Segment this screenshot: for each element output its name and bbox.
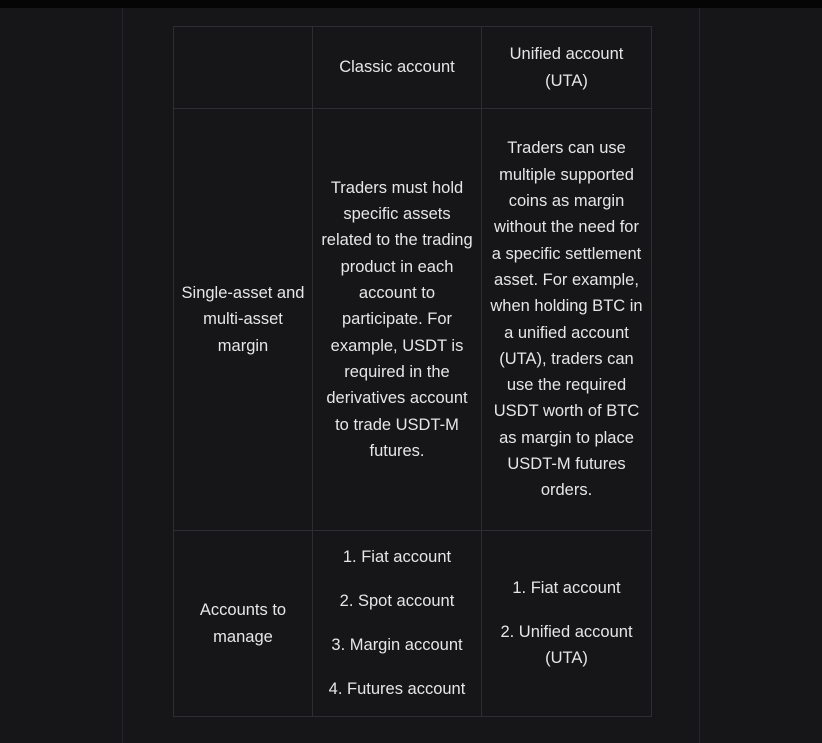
row-label-margin: Single-asset and multi-asset margin bbox=[174, 109, 313, 531]
list-item: 3. Margin account bbox=[331, 636, 463, 655]
table-row bbox=[174, 109, 652, 531]
top-bar bbox=[0, 0, 822, 8]
list-item: 2. Unified account (UTA) bbox=[500, 623, 633, 668]
header-corner-cell bbox=[174, 27, 313, 109]
header-unified-account: Unified account (UTA) bbox=[482, 27, 652, 109]
list-item: 1. Fiat account bbox=[342, 548, 452, 567]
account-comparison-table bbox=[173, 26, 652, 717]
list-item: 1. Fiat account bbox=[512, 579, 621, 598]
margin-classic-cell: Traders must hold specific assets related to the trading product in each account to participate. For example, USDT is required in the derivatives account to trade USDT-M futures. bbox=[313, 109, 482, 531]
classic-accounts-list bbox=[319, 544, 475, 702]
list-item: 4. Futures account bbox=[328, 680, 466, 699]
table-header-row bbox=[174, 27, 652, 109]
unified-accounts-list bbox=[488, 575, 645, 672]
header-classic-account: Classic account bbox=[313, 27, 482, 109]
list-item: 2. Spot account bbox=[339, 592, 455, 611]
table-row bbox=[174, 531, 652, 717]
accounts-unified-cell bbox=[482, 531, 652, 717]
margin-unified-cell: Traders can use multiple supported coins as margin without the need for a specific settlement asset. For example, when holding BTC in a unified account (UTA), traders can use the required USDT worth of BTC as margin to place USDT-M futures orders. bbox=[482, 109, 652, 531]
row-label-accounts: Accounts to manage bbox=[174, 531, 313, 717]
accounts-classic-cell bbox=[313, 531, 482, 717]
